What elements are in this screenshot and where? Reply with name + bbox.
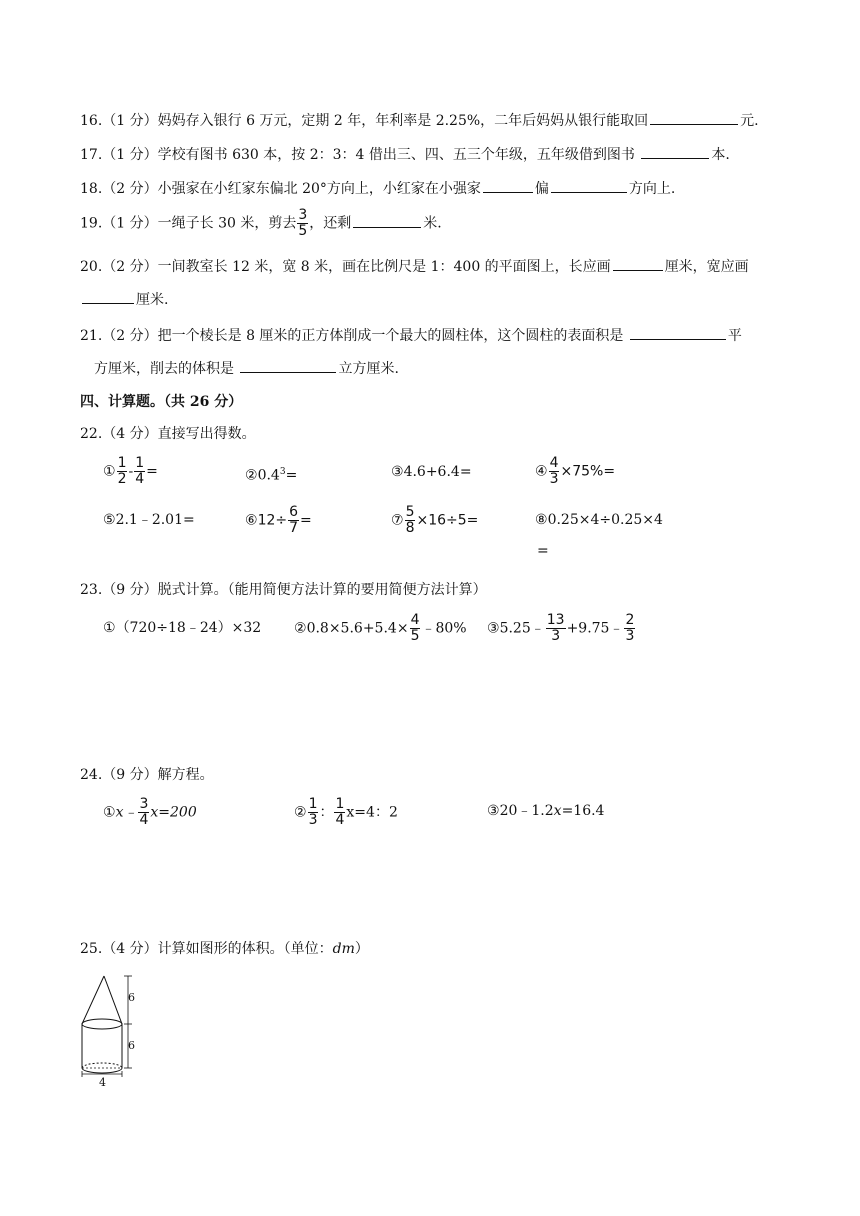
q22-item-7: ⑦ $\frac{5}{8}$ ×16÷5= [391,504,479,536]
q22-item-2: $②0.4^3=$ [245,467,298,484]
q22-item-5: ⑤2.1﹣2.01= [103,512,195,528]
question-18: 18.（2 分）小强家在小红家东偏北 20°方向上，小红家在小强家 偏 方向上. [80,178,675,199]
q22-item-6: ⑥12÷ $\frac{6}{7}$ = [245,504,312,536]
cone-cylinder-figure [78,968,158,1078]
section-title: 四、计算题。（共 26 分） [80,394,243,410]
fraction: $\frac{3}{5}$ [298,207,308,239]
q23-item-1: ①（720÷18﹣24）×32 [103,620,262,636]
question-21-line2: 方厘米，削去的体积是 立方厘米. [94,358,399,379]
question-17: 17.（1 分）学校有图书 630 本，按 2：3：4 借出三、四、五三个年级，五年级借到图书 本. [80,144,730,165]
q23-item-2: ②0.8×5.6+5.4× $\frac{4}{5}$ ﹣80% [294,612,467,644]
question-25: 25.（4 分）计算如图形的体积。（单位：dm） [80,941,369,957]
question-16: 16.（1 分）妈妈存入银行 6 万元，定期 2 年，年利率是 2.25%，二年后妈妈从银行能取回 元. [80,110,759,131]
q23-item-3: ③5.25﹣ $\frac{13}{3}$ +9.75﹣ $\frac{2}{3}$ [487,612,635,644]
q22-item-4: ④ $\frac{4}{3}$ ×75%= [535,455,616,487]
q22-item-8: ⑧0.25×4÷0.25×4 [535,512,663,528]
answer-blank[interactable] [650,110,738,125]
q22-item-8-eq: = [537,543,549,559]
question-22: 22.（4 分）直接写出得数。 [80,426,256,442]
answer-blank[interactable] [240,358,336,373]
answer-blank[interactable] [353,213,421,228]
question-24: 24.（9 分）解方程。 [80,767,214,783]
answer-blank[interactable] [641,144,709,159]
question-23: 23.（9 分）脱式计算。（能用简便方法计算的要用简便方法计算） [80,582,487,598]
q22-item-1: ① $\frac{1}{2}$ - $\frac{1}{4}$ = [103,455,158,487]
q24-item-1: ①x﹣ $\frac{3}{4}$ x=200 [103,796,197,828]
cylinder-height-label: 6 [128,1039,135,1052]
diameter-label: 4 [99,1076,106,1089]
question-21: 21.（2 分）把一个棱长是 8 厘米的正方体削成一个最大的圆柱体，这个圆柱的表面积是 平 [80,325,742,346]
answer-blank[interactable] [82,289,134,304]
cone-height-label: 6 [128,991,135,1004]
question-20: 20.（2 分）一间教室长 12 米，宽 8 米，画在比例尺是 1：400 的平面图上，长应画 厘米，宽应画 [80,256,749,277]
question-19: 19.（1 分）一绳子长 30 米，剪去 $\frac{3}{5}$ ，还剩 米. [80,207,442,239]
q22-item-3: ③4.6+6.4= [391,464,472,480]
answer-blank[interactable] [613,256,663,271]
answer-blank[interactable] [551,178,627,193]
q24-item-2: ② $\frac{1}{3}$ ： $\frac{1}{4}$ x=4：2 [294,796,398,828]
answer-blank[interactable] [630,325,726,340]
answer-blank[interactable] [483,178,533,193]
q24-item-3: ③20﹣1.2x=16.4 [487,803,605,819]
question-20-line2: 厘米. [80,289,168,310]
